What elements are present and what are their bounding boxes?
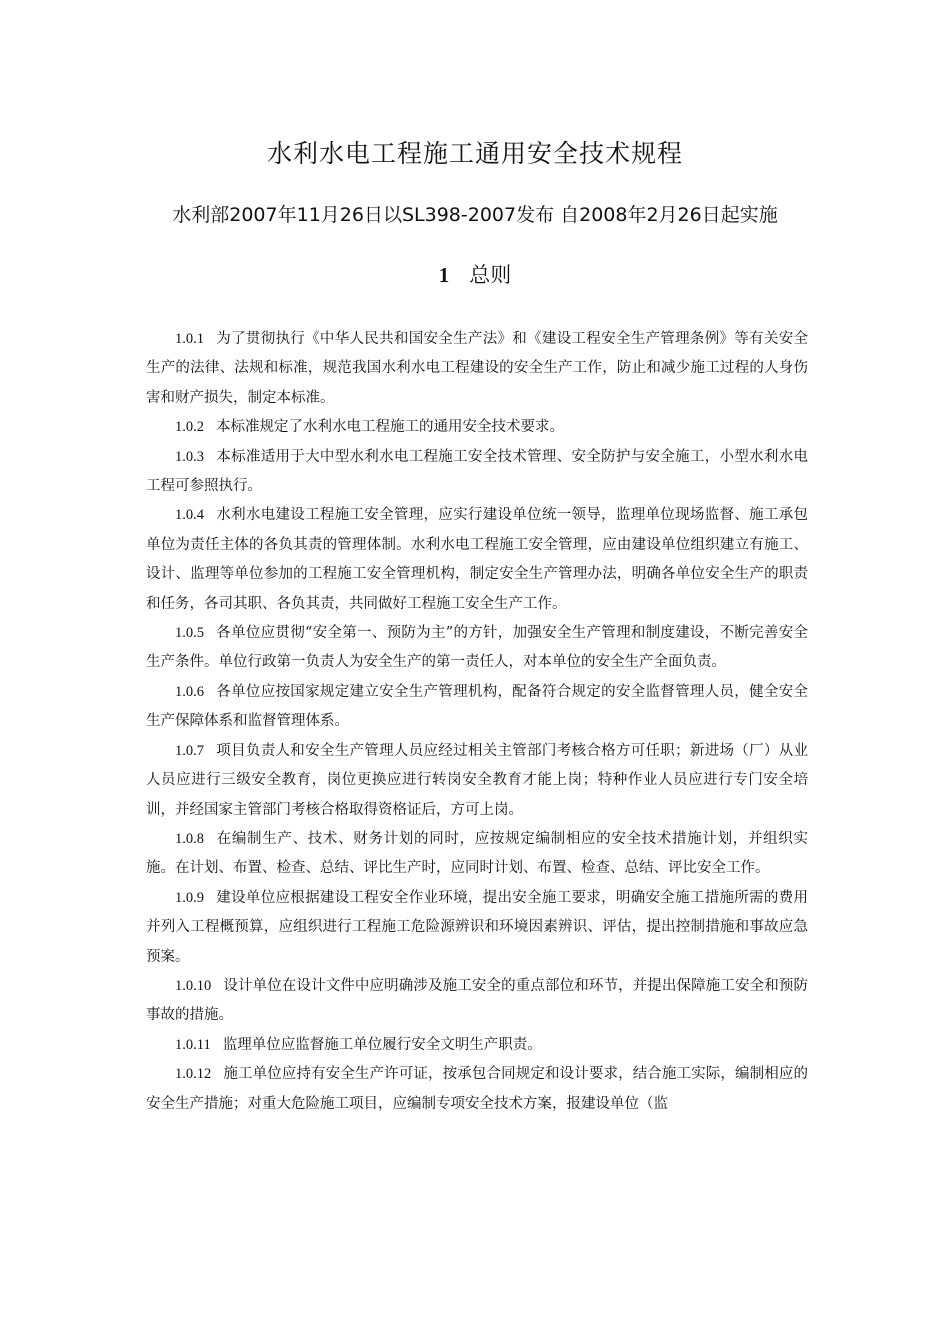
clause [146, 325, 808, 413]
clause-text: 建设单位应根据建设工程安全作业环境，提出安全施工要求，明确安全施工措施所需的费用并列入工程概预算，应组织进行工程施工危险源辨识和环境因素辨识、评估，提出控制措施和事故应急预案。 [146, 889, 808, 965]
clause [146, 1060, 808, 1119]
clause-text: 水利水电建设工程施工安全管理，应实行建设单位统一领导，监理单位现场监督、施工承包单位为责任主体的各负其责的管理体制。水利水电工程施工安全管理，应由建设单位组织建立有施工、设计、监理等单位参加的工程施工安全管理机构，制定安全生产管理办法，明确各单位安全生产的职责和任务，各司其职、各负其责，共同做好工程施工安全生产工作。 [146, 507, 808, 612]
clause-text: 各单位应贯彻“安全第一、预防为主”的方针，加强安全生产管理和制度建设，不断完善安全生产条件。单位行政第一负责人为安全生产的第一责任人，对本单位的安全生产全面负责。 [146, 625, 808, 671]
clause-number: 1.0.4 [175, 507, 204, 524]
document-body [146, 325, 808, 1119]
chapter-number: 1 [438, 263, 450, 287]
clause-text: 项目负责人和安全生产管理人员应经过相关主管部门考核合格方可任职；新进场（厂）从业人员应进行三级安全教育，岗位更换应进行转岗安全教育才能上岗；特种作业人员应进行专门安全培训，并经国家主管部门考核合格取得资格证后，方可上岗。 [146, 742, 808, 818]
clause-number: 1.0.6 [175, 683, 204, 700]
clause-text: 施工单位应持有安全生产许可证，按承包合同规定和设计要求，结合施工实际，编制相应的安全生产措施；对重大危险施工项目，应编制专项安全技术方案，报建设单位（监 [146, 1066, 808, 1112]
clause [146, 619, 808, 678]
clause [146, 678, 808, 737]
clause-number: 1.0.12 [175, 1066, 212, 1083]
clause-number: 1.0.2 [175, 419, 204, 436]
clause-text: 本标准规定了水利水电工程施工的通用安全技术要求。 [216, 419, 564, 436]
clause-number: 1.0.3 [175, 448, 204, 465]
clause-text: 在编制生产、技术、财务计划的同时，应按规定编制相应的安全技术措施计划，并组织实施。在计划、布置、检查、总结、评比生产时，应同时计划、布置、检查、总结、评比安全工作。 [146, 830, 808, 877]
clause-number: 1.0.1 [175, 331, 204, 347]
clause-number: 1.0.10 [175, 977, 212, 994]
clause-text: 设计单位在设计文件中应明确涉及施工安全的重点部位和环节，并提出保障施工安全和预防事故的措施。 [146, 977, 808, 1024]
clause-number: 1.0.5 [175, 625, 204, 642]
clause [146, 501, 808, 619]
clause-number: 1.0.9 [175, 889, 204, 906]
clause-number: 1.0.7 [175, 742, 204, 759]
clause [146, 443, 808, 502]
clause [146, 972, 808, 1031]
clause [146, 737, 808, 825]
chapter-title: 总则 [469, 263, 512, 287]
clause-number: 1.0.8 [175, 830, 204, 847]
clause [146, 1031, 808, 1060]
clause [146, 884, 808, 972]
clause-number: 1.0.11 [175, 1036, 211, 1053]
clause [146, 413, 808, 442]
document-title: 水利水电工程施工通用安全技术规程 [266, 139, 683, 168]
clause-text: 本标准适用于大中型水利水电工程施工安全技术管理、安全防护与安全施工，小型水利水电工程可参照执行。 [146, 448, 808, 495]
clause-text: 各单位应按国家规定建立安全生产管理机构，配备符合规定的安全监督管理人员，健全安全生产保障体系和监督管理体系。 [146, 683, 808, 730]
document-subtitle: 水利部2007年11月26日以SL398-2007发布 自2008年2月26日起实施 [172, 204, 778, 226]
chapter-heading [0, 258, 950, 292]
clause-text: 监理单位应监督施工单位履行安全文明生产职责。 [222, 1036, 542, 1053]
clause [146, 825, 808, 884]
clause-text: 为了贯彻执行《中华人民共和国安全生产法》和《建设工程安全生产管理条例》等有关安全生产的法律、法规和标准，规范我国水利水电工程建设的安全生产工作，防止和减少施工过程的人身伤害和财产损失，制定本标准。 [146, 331, 808, 406]
